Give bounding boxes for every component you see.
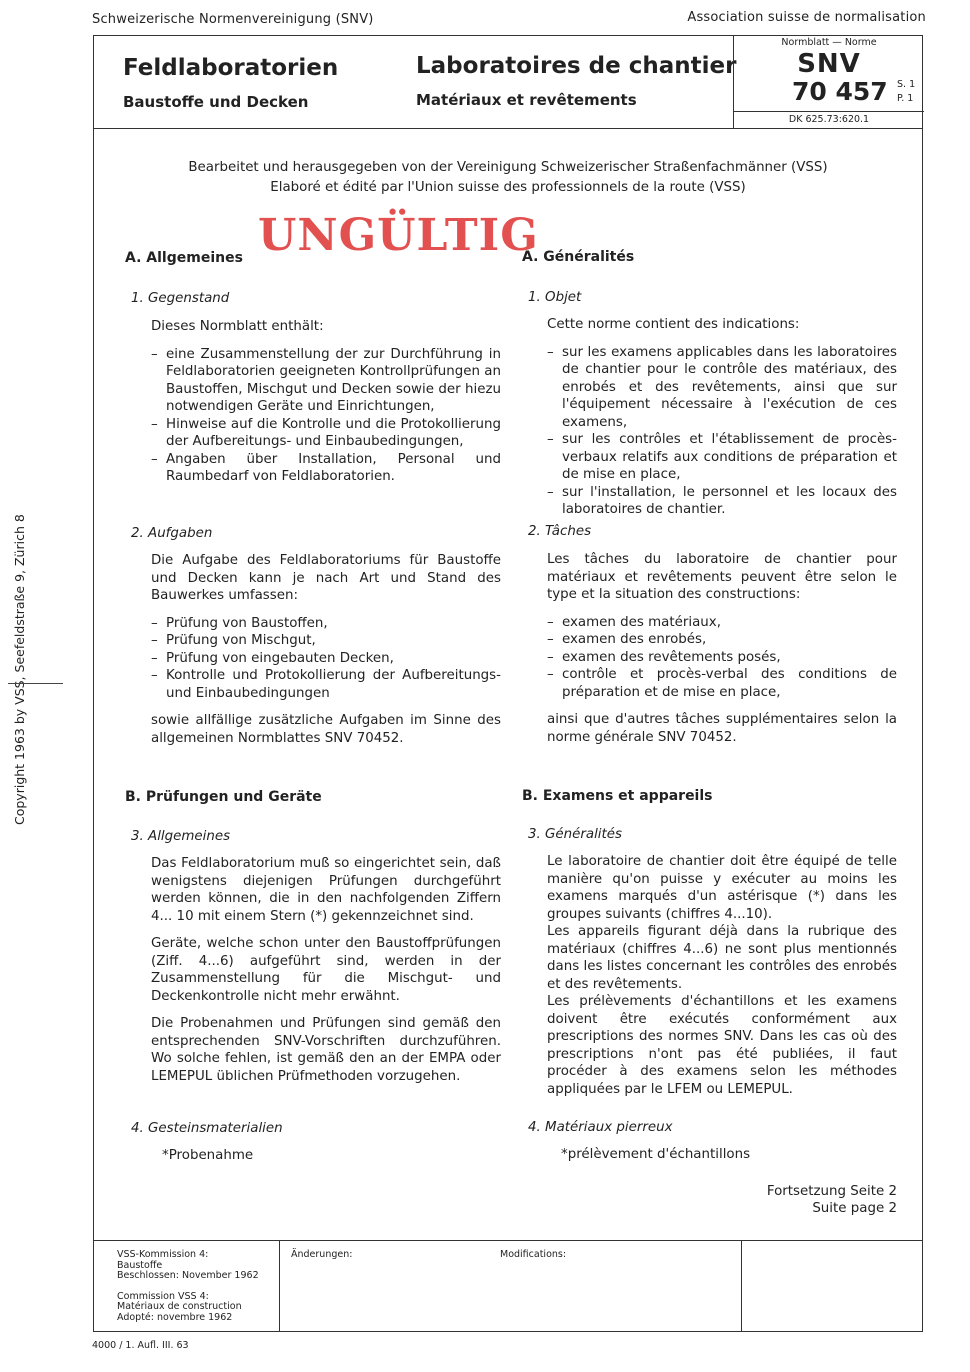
fr-s2-list: [547, 614, 897, 702]
fr-s2-heading: 2. Tâches: [528, 524, 592, 539]
de-s3-p3: Die Probenahmen und Prüfungen sind gemäß den entsprechenden SNV-Vorschriften durchzuführen. Wo solche fehlen, ist gemäß den an der EMPA oder LEMEPUL üblichen Prüfmethoden vorzugehen.: [151, 1016, 501, 1084]
de-s2-heading: 2. Aufgaben: [131, 526, 213, 541]
list-item: – examen des enrobés,: [547, 631, 897, 649]
footer-changes: [280, 1241, 742, 1332]
print-info: 4000 / 1. Aufl. III. 63: [92, 1340, 189, 1351]
footer-empty-cell: [742, 1241, 921, 1332]
de-s3-heading: 3. Allgemeines: [131, 829, 231, 844]
list-item: – Kontrolle und Protokollierung der Aufbereitungs- und Einbaubedingungen: [151, 667, 501, 702]
footer-de-date: Beschlossen: November 1962: [117, 1270, 259, 1281]
fr-s1-list: [547, 344, 897, 519]
fr-s2-end: ainsi que d'autres tâches supplémentaires selon la norme générale SNV 70452.: [547, 712, 897, 745]
norm-divider: [734, 111, 924, 112]
dk-number: DK 625.73:620.1: [788, 114, 870, 125]
list-item: – Prüfung von Mischgut,: [151, 632, 501, 650]
de-s1-body: [151, 318, 501, 486]
de-section-a-heading: A. Allgemeines: [125, 250, 243, 266]
list-item: – examen des matériaux,: [547, 614, 897, 632]
footer-fr-commission: Commission VSS 4:: [117, 1290, 209, 1302]
footer-fr-date: Adopté: novembre 1962: [117, 1311, 233, 1323]
norm-box: [733, 35, 923, 129]
de-s2-end: sowie allfällige zusätzliche Aufgaben im Sinne des allgemeinen Normblattes SNV 70452.: [151, 713, 501, 746]
fr-s3-p1: Le laboratoire de chantier doit être équipé de telle manière qu'on puisse y exécuter au moins les examens marqués d'un astérisque (*) dans les groupes suivants (chiffres 4...10).: [547, 854, 897, 922]
fr-s1-body: [547, 316, 897, 519]
de-s3-p2: Geräte, welche schon unter den Baustoffprüfungen (Ziff. 4...6) aufgeführt sind, werden in der Zusammenstellung für die Mischgut- und Deckenkontrolle nicht mehr erwähnt.: [151, 936, 501, 1004]
snv-label: SNV: [797, 49, 861, 79]
de-s1-intro: Dieses Normblatt enthält:: [151, 319, 324, 334]
fr-s3-body: [547, 853, 897, 1098]
footer-de-subject: Baustoffe: [117, 1259, 163, 1271]
copyright-note: Copyright 1963 by VSS, Seefeldstraße 9, Zürich 8: [12, 514, 27, 825]
list-item: – sur les examens applicables dans les laboratoires de chantier pour le contrôle des matériaux, des enrobés et des revêtements, ainsi que sur l'équipement nécessaire à l'exécution de ces examens,: [547, 344, 897, 432]
de-s4-heading: 4. Gesteinsmaterialien: [131, 1121, 283, 1136]
list-item: – contrôle et procès-verbal des conditions de préparation et de mise en place,: [547, 666, 897, 701]
footer-commission: [93, 1241, 280, 1332]
fr-section-a-heading: A. Généralités: [522, 249, 635, 265]
subtitle-fr: Matériaux et revêtements: [416, 91, 637, 109]
subtitle-de: Baustoffe und Decken: [123, 93, 309, 111]
list-item: – Hinweise auf die Kontrolle und die Protokollierung der Aufbereitungs- und Einbaubedingungen,: [151, 416, 501, 451]
list-item: – Angaben über Installation, Personal und Raumbedarf von Feldlaboratorien.: [151, 451, 501, 486]
fr-s1-intro: Cette norme contient des indications:: [547, 317, 800, 332]
footer-table: [93, 1240, 923, 1332]
header-org-de: Schweizerische Normenvereinigung (SNV): [92, 12, 374, 27]
de-section-b-heading: B. Prüfungen und Geräte: [125, 789, 322, 805]
fr-s2-intro: Les tâches du laboratoire de chantier pour matériaux et revêtements peuvent être selon le type et la situation des constructions:: [547, 552, 897, 602]
list-item: – examen des revêtements posés,: [547, 649, 897, 667]
intro-fr: Elaboré et édité par l'Union suisse des professionnels de la route (VSS): [270, 180, 746, 195]
fr-section-a: [522, 249, 634, 267]
footer-changes-de: Änderungen:: [291, 1249, 353, 1260]
footer-fr-subject: Matériaux de construction: [117, 1301, 242, 1312]
norm-number: 70 457: [792, 77, 888, 106]
de-section-b: [125, 789, 322, 807]
list-item: – eine Zusammenstellung der zur Durchführung in Feldlaboratorien geeigneten Kontrollprüfungen an Baustoffen, Mischgut und Decken sowie der hiezu notwendigen Geräte und Einrichtungen,: [151, 346, 501, 416]
list-item: – Prüfung von Baustoffen,: [151, 615, 501, 633]
de-s3-body: [151, 855, 501, 1085]
de-s3-p1: Das Feldlaboratorium muß so eingerichtet sein, daß wenigstens diejenigen Prüfungen durchgeführt werden können, die in den nachfolgenden Ziffern 4... 10 mit einem Stern (*) gekennzeichnet sind.: [151, 856, 501, 924]
de-s2-list: [151, 615, 501, 703]
de-s2-body: [151, 552, 501, 747]
sheet-de: S. 1: [897, 79, 916, 90]
title-fr: Laboratoires de chantier: [416, 53, 737, 79]
fr-s3-p3: Les prélèvements d'échantillons et les examens doivent être exécutés conformément aux prescriptions des normes SNV. Dans les cas où des prescriptions n'ont pas été publiées, il faut procéder à des examens selon les méthodes appliquées par le LFEM ou LEMEPUL.: [547, 994, 897, 1097]
intro-de: Bearbeitet und herausgegeben von der Vereinigung Schweizerischer Straßenfachmänner (VSS): [188, 160, 828, 175]
de-s1-list: [151, 346, 501, 486]
fr-s4-heading: 4. Matériaux pierreux: [528, 1120, 673, 1135]
fr-section-b: [522, 788, 713, 806]
de-section-a: [125, 250, 243, 268]
continuation-de: Fortsetzung Seite 2: [766, 1184, 897, 1199]
list-item: – Prüfung von eingebauten Decken,: [151, 650, 501, 668]
fr-s2-body: [547, 551, 897, 746]
fr-s3-heading: 3. Généralités: [528, 827, 622, 842]
invalid-stamp: UNGÜLTIG: [258, 210, 539, 261]
de-s2-intro: Die Aufgabe des Feldlaboratoriums für Baustoffe und Decken kann je nach Art und Stand des Bauwerkes umfassen:: [151, 553, 501, 603]
margin-mark: [8, 683, 63, 684]
header-org-fr: Association suisse de normalisation: [687, 10, 926, 25]
de-s4-item: *Probenahme: [162, 1148, 254, 1163]
fr-section-b-heading: B. Examens et appareils: [522, 788, 713, 804]
title-de: Feldlaboratorien: [123, 55, 339, 81]
list-item: – sur les contrôles et l'établissement de procès-verbaux relatifs aux conditions de préparation et de mise en place,: [547, 431, 897, 484]
fr-s4-item: *prélèvement d'échantillons: [561, 1147, 751, 1162]
continuation-fr: Suite page 2: [812, 1201, 897, 1216]
footer-de-commission: VSS-Kommission 4:: [117, 1249, 209, 1260]
fr-s3-p2: Les appareils figurant déjà dans la rubrique des matériaux (chiffres 4...6) ne sont plus mentionnés dans les listes concernant les contrôles des enrobés et des revêtements.: [547, 924, 897, 992]
list-item: – sur l'installation, le personnel et les locaux des laboratoires de chantier.: [547, 484, 897, 519]
sheet-fr: P. 1: [897, 93, 914, 104]
fr-s1-heading: 1. Objet: [528, 290, 582, 305]
footer-changes-fr: Modifications:: [500, 1249, 567, 1260]
norm-label: Normblatt — Norme: [781, 37, 877, 48]
de-s1-heading: 1. Gegenstand: [131, 291, 230, 306]
